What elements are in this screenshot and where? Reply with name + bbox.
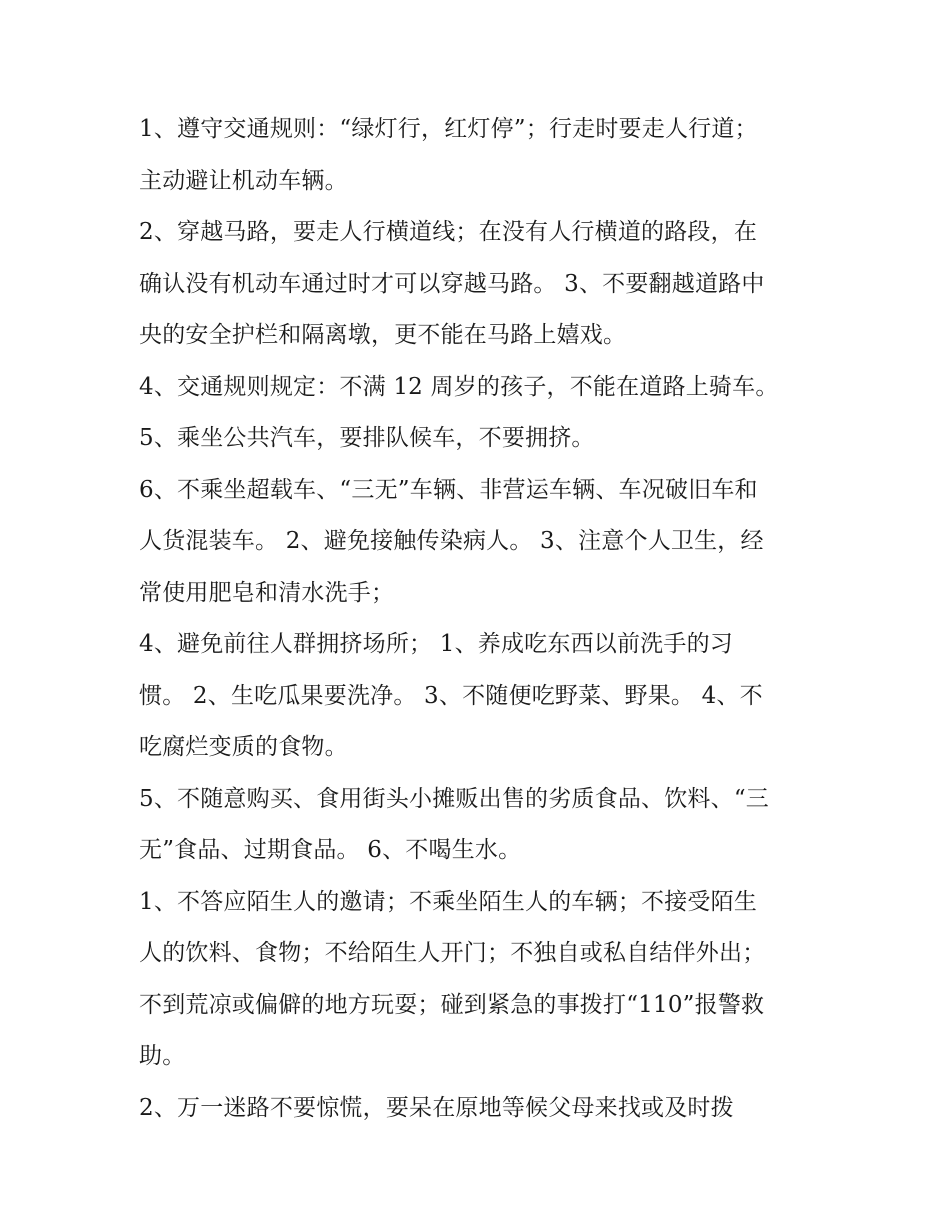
text-line: 助。 — [139, 1043, 186, 1069]
text-line: 人货混装车。 2、避免接触传染病人。 3、注意个人卫生，经 — [139, 528, 764, 554]
text-line: 常使用肥皂和清水洗手； — [139, 579, 395, 606]
text-line: 2、万一迷路不要惊慌，要呆在原地等候父母来找或及时拨 — [139, 1094, 734, 1121]
text-line: 4、避免前往人群拥挤场所； 1、养成吃东西以前洗手的习 — [139, 631, 733, 657]
text-line: 确认没有机动车通过时才可以穿越马路。 3、不要翻越道路中 — [139, 270, 765, 297]
text-line: 吃腐烂变质的食物。 — [139, 734, 348, 760]
text-line: 惯。 2、生吃瓜果要洗净。 3、不随便吃野菜、野果。 4、不 — [139, 682, 763, 709]
text-line: 1、不答应陌生人的邀请；不乘坐陌生人的车辆；不接受陌生 — [139, 888, 758, 915]
text-line: 5、乘坐公共汽车，要排队候车，不要拥挤。 — [139, 425, 595, 451]
text-line: 人的饮料、食物；不给陌生人开门；不独自或私自结伴外出； — [139, 940, 766, 966]
text-line: 主动避让机动车辆。 — [139, 167, 348, 194]
text-line: 不到荒凉或偏僻的地方玩耍；碰到紧急的事拨打“110”报警救 — [139, 991, 765, 1018]
text-line: 无”食品、过期食品。 6、不喝生水。 — [139, 837, 522, 863]
text-line: 1、遵守交通规则：“绿灯行，红灯停”；行走时要走人行道； — [139, 116, 758, 142]
document-body — [139, 104, 829, 1134]
text-line: 2、穿越马路，要走人行横道线；在没有人行横道的路段，在 — [139, 219, 758, 245]
text-line: 6、不乘坐超载车、“三无”车辆、非营运车辆、车况破旧车和 — [139, 476, 758, 503]
text-line: 央的安全护栏和隔离墩，更不能在马路上嬉戏。 — [139, 322, 627, 348]
text-line: 5、不随意购买、食用街头小摊贩出售的劣质食品、饮料、“三 — [139, 785, 769, 812]
text-line: 4、交通规则规定：不满 12 周岁的孩子，不能在道路上骑车。 — [139, 373, 779, 400]
